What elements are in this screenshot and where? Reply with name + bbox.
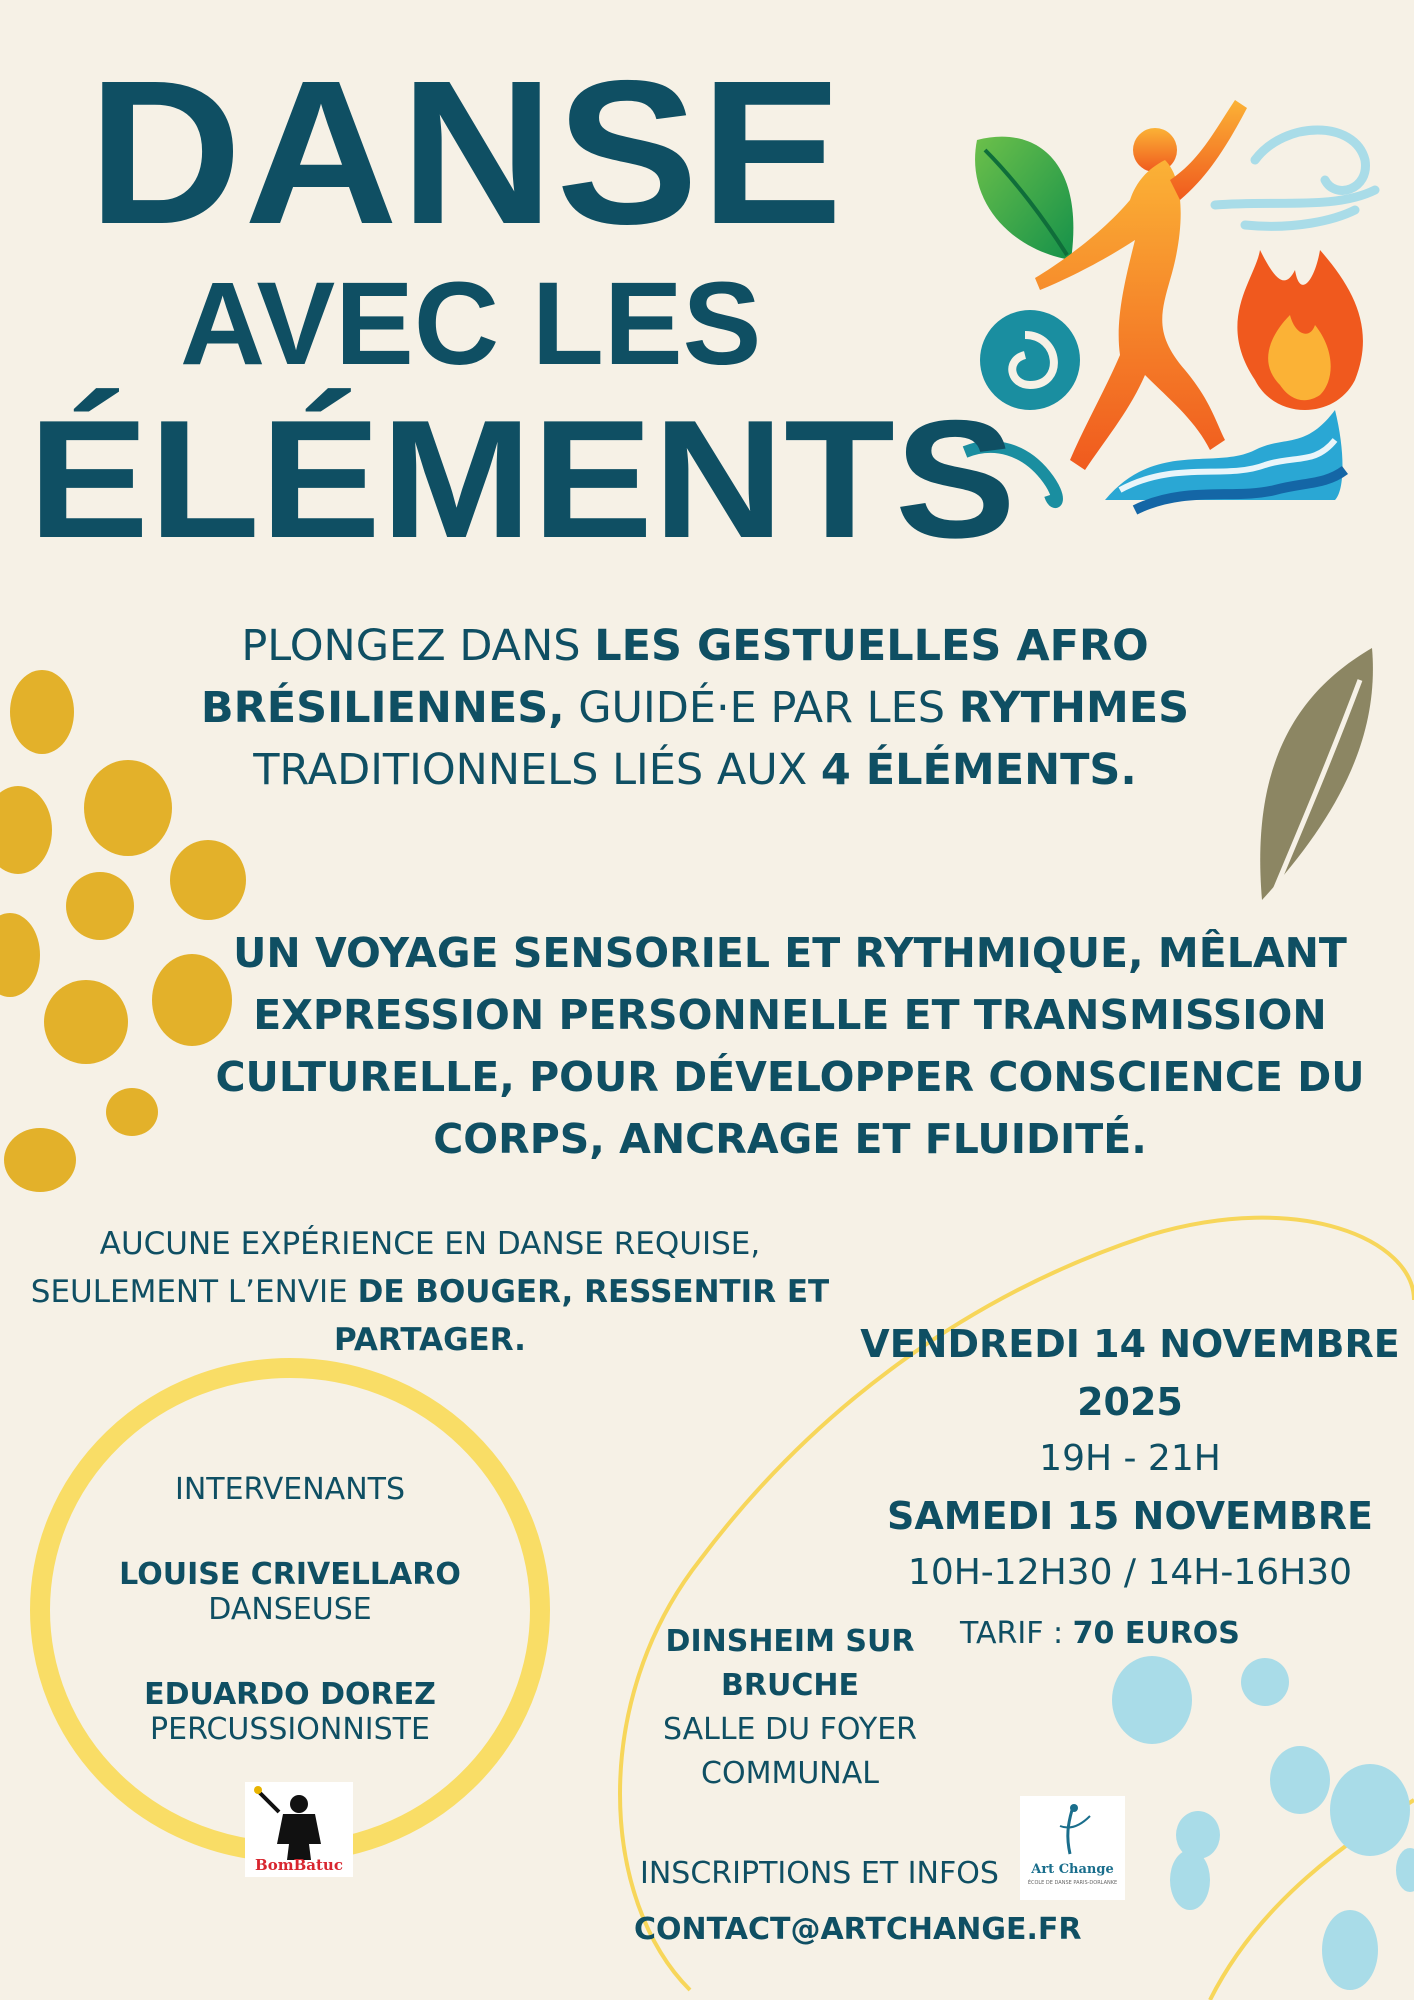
intro-text-1: PLONGEZ DANS [241,621,595,671]
intro-text-3: TRADITIONNELS LIÉS AUX [253,745,821,795]
fire-icon [1237,250,1363,410]
light-blue-dots [1112,1656,1414,1990]
location-block [640,1620,940,1796]
artchange-logo [1020,1796,1125,1900]
experience-bold: DE BOUGER, RESSENTIR ET PARTAGER. [334,1274,830,1358]
intro-bold-3: 4 ÉLÉMENTS. [820,745,1137,795]
date-day-2: SAMEDI 15 NOVEMBRE [886,1494,1374,1538]
voyage-paragraph: UN VOYAGE SENSORIEL ET RYTHMIQUE, MÊLANT EXPRESSION PERSONNELLE ET TRANSMISSION CULTURELLE, POUR DÉVELOPPER CONSCIENCE DU CORPS, ANCRAGE ET FLUIDITÉ. [215,929,1365,1163]
inscriptions-label: INSCRIPTIONS ET INFOS [640,1856,999,1891]
green-leaf-icon [975,137,1073,260]
intro-bold-1: LES GESTUELLES AFRO BRÉSILIENNES, [200,621,1149,733]
dancer-silhouette-icon [1035,100,1247,470]
tarif-value: 70 EUROS [1072,1616,1240,1651]
intro-bold-2: RYTHMES [958,683,1190,733]
air-swirl-icon [1215,130,1375,226]
tarif-label: TARIF : [960,1616,1073,1651]
experience-text: AUCUNE EXPÉRIENCE EN DANSE REQUISE, SEULEMENT L’ENVIE [30,1226,761,1310]
artchange-logo-subtext: ÉCOLE DE DANSE PARIS-DORLANKE [1027,1880,1118,1886]
contact-email[interactable]: CONTACT@ARTCHANGE.FR [634,1912,1082,1947]
dancer-elements-illustration [955,80,1395,520]
date-time-1: 19H - 21H [1039,1438,1221,1479]
location-town: DINSHEIM SUR BRUCHE [665,1624,915,1703]
bombatuc-logo-text: BomBatuc [255,1856,343,1874]
intro-text-2: GUIDÉ·E PAR LES [564,683,959,733]
title-line-3: ÉLÉMENTS [28,385,1016,573]
person-2-role: PERCUSSIONNISTE [150,1712,430,1747]
olive-leaf [1260,648,1373,900]
location-venue: SALLE DU FOYER COMMUNAL [663,1712,917,1791]
date-time-2: 10H-12H30 / 14H-16H30 [907,1552,1353,1593]
bombatuc-logo [245,1782,353,1877]
artchange-dancer-icon [1020,1796,1125,1866]
intervenants-block [80,1472,500,1747]
title-line-1: DANSE [88,38,845,267]
intro-paragraph [160,615,1230,801]
person-1-role: DANSEUSE [208,1592,372,1627]
title-line-2: AVEC LES [180,258,762,390]
date-day-1: VENDREDI 14 NOVEMBRE 2025 [860,1322,1400,1424]
person-1-name: LOUISE CRIVELLARO [119,1557,461,1592]
experience-paragraph [20,1220,840,1364]
intervenants-heading: INTERVENANTS [174,1472,406,1507]
tarif [960,1616,1240,1651]
person-2-name: EDUARDO DOREZ [144,1677,436,1712]
artchange-logo-text: Art Change [1031,1862,1114,1877]
dates-block [860,1315,1400,1601]
water-waves-icon [1105,410,1345,510]
